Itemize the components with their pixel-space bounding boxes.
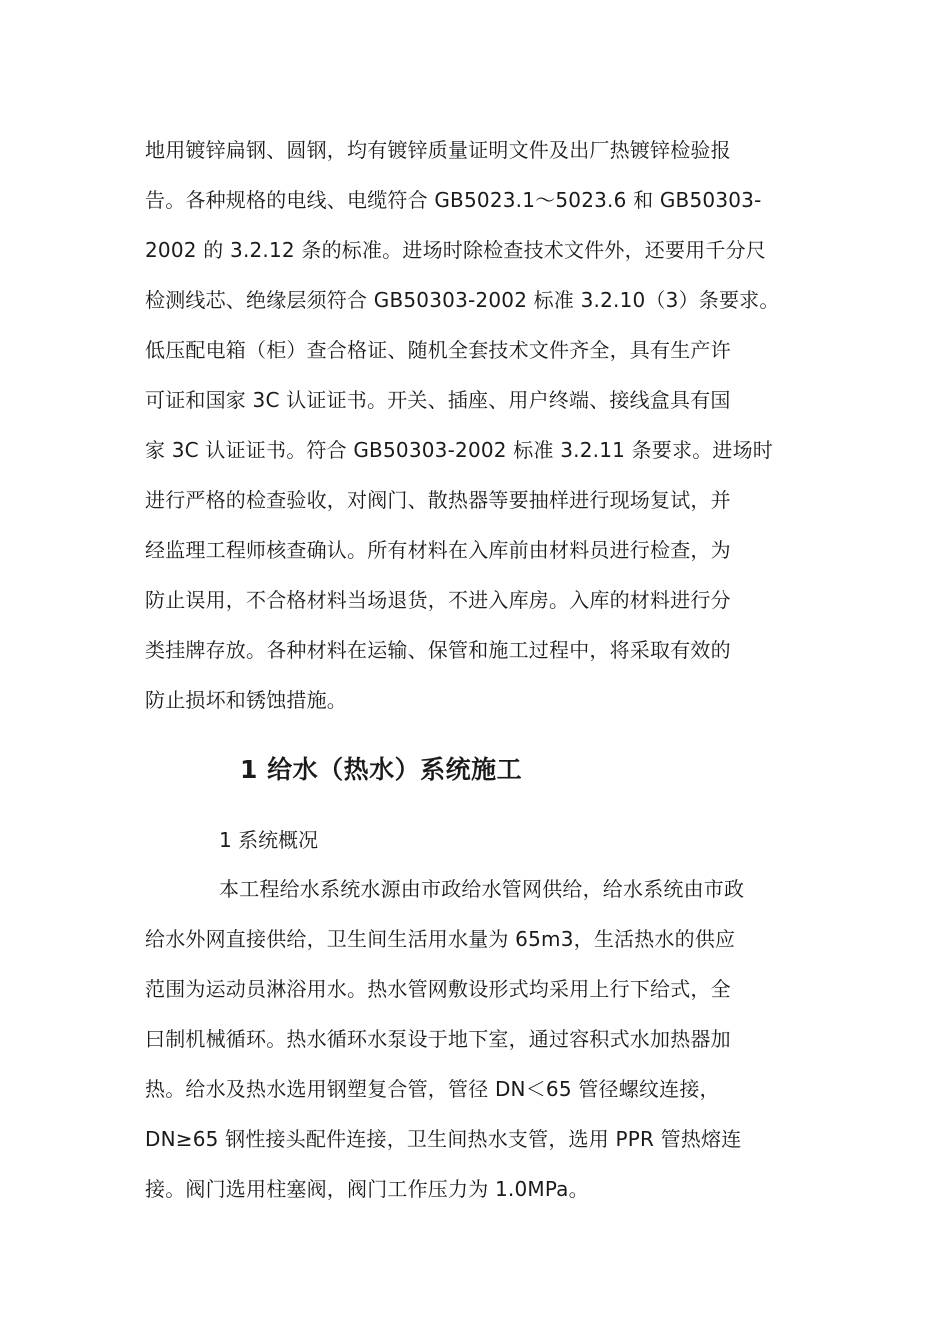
paragraph-line: 给水外网直接供给，卫生间生活用水量为 65m3，生活热水的供应 — [145, 927, 736, 951]
paragraph-line: 防止误用，不合格材料当场退货，不进入库房。入库的材料进行分 — [145, 588, 731, 612]
paragraph-line: 低压配电箱（柜）查合格证、随机全套技术文件齐全，具有生产许 — [145, 338, 731, 362]
section-subheading: 1 系统概况 — [219, 828, 319, 852]
paragraph-line: 地用镀锌扁钢、圆钢，均有镀锌质量证明文件及出厂热镀锌检验报 — [145, 138, 731, 162]
paragraph-line: 告。各种规格的电线、电缆符合 GB5023.1～5023.6 和 GB50303- — [145, 188, 762, 212]
paragraph-line: 热。给水及热水选用钢塑复合管，管径 DN＜65 管径螺纹连接， — [145, 1077, 720, 1101]
paragraph-line: 家 3C 认证证书。符合 GB50303-2002 标准 3.2.11 条要求。进场时 — [145, 438, 774, 462]
paragraph-line: 本工程给水系统水源由市政给水管网供给，给水系统由市政 — [219, 877, 745, 901]
paragraph-line: 防止损坏和锈蚀措施。 — [145, 688, 347, 712]
paragraph-line: 接。阀门选用柱塞阀，阀门工作压力为 1.0MPa。 — [145, 1177, 589, 1201]
paragraph-line: 曰制机械循环。热水循环水泵设于地下室，通过容积式水加热器加 — [145, 1027, 731, 1051]
paragraph-line: 类挂牌存放。各种材料在运输、保管和施工过程中，将采取有效的 — [145, 638, 731, 662]
paragraph-line: 范围为运动员淋浴用水。热水管网敷设形式均采用上行下给式，全 — [145, 977, 731, 1001]
paragraph-line: 经监理工程师核查确认。所有材料在入库前由材料员进行检查，为 — [145, 538, 731, 562]
paragraph-line: 进行严格的检查验收，对阀门、散热器等要抽样进行现场复试，并 — [145, 488, 731, 512]
paragraph-line: 检测线芯、绝缘层须符合 GB50303-2002 标准 3.2.10（3）条要求。 — [145, 288, 780, 312]
section-heading: 1 给水（热水）系统施工 — [240, 755, 523, 784]
paragraph-line: 可证和国家 3C 认证证书。开关、插座、用户终端、接线盒具有国 — [145, 388, 731, 412]
paragraph-line: DN≥65 钢性接头配件连接，卫生间热水支管，选用 PPR 管热熔连 — [145, 1127, 742, 1151]
paragraph-line: 2002 的 3.2.12 条的标准。进场时除检查技术文件外，还要用千分尺 — [145, 238, 766, 262]
